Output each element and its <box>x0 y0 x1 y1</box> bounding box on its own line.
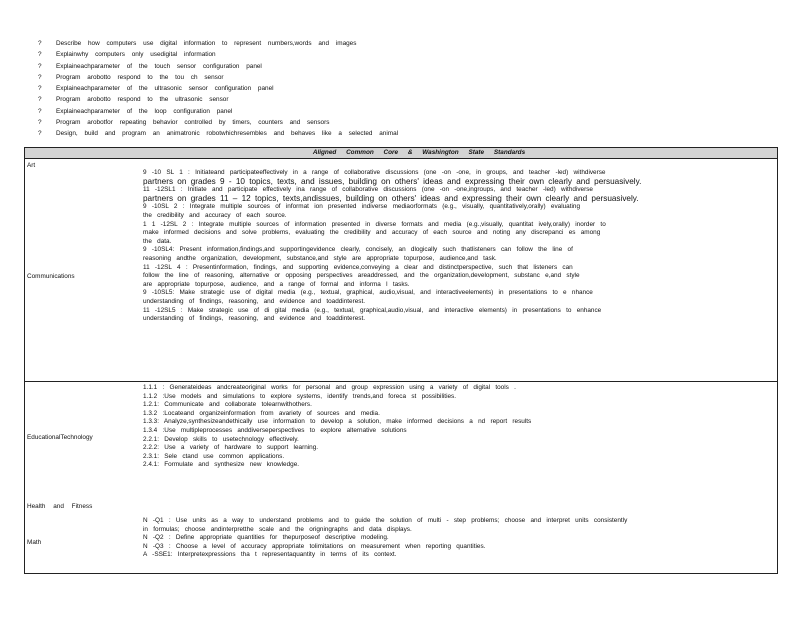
standard-line: understanding of findings, reasoning, and evidence and toaddinterest. <box>143 315 366 323</box>
list-item <box>38 117 758 128</box>
objective-text: Describe how computers use digital information to represent numbers,words and images <box>56 40 357 47</box>
list-item <box>38 38 758 49</box>
standard-line: N -Q1 : Use units as a way to understand problems and to guide the solution of multi - step problems; choose and interpret units consistently <box>143 517 628 524</box>
edtech-label: EducationalTechnology <box>27 434 93 441</box>
standard-line: partners on grades 11 – 12 topics, texts,andissues, building on others' ideas and expressing their own clearly and persuasively. <box>143 194 639 203</box>
objective-text: Program arobotto respond to the ultrasonic sensor <box>56 96 229 104</box>
art-label: Art <box>27 162 36 169</box>
standard-line: 9 -10SL4: Present information,findings,and supportingevidence clearly, concisely, an dlogically such thatlisteners can follow the line of <box>143 246 573 254</box>
communications-label: Communications <box>27 273 75 280</box>
standard-line: the data. <box>143 237 172 245</box>
standard-line: follow the line of reasoning, alternative or opposing perspectives areaddressed, and the organization,development, substanc e,and style <box>143 272 580 280</box>
standard-line: 11 -12SL5 : Make strategic use of di gital media (e.g., textual, graphical,audio,visual, and interactive elements) in presentations to enhance <box>143 306 602 314</box>
standard-line: 9 -10 SL 1 : Initiateand participateeffectively in a range of collaborative discussions (one -on -one, in groups, and teacher -led) withdiverse <box>143 169 606 176</box>
list-item <box>38 94 758 105</box>
bullet-marker: ? <box>38 119 42 127</box>
standard-line: 1 1 -12SL 2 : Integrate multiple sources of information presented in diverse formats and media (e.g.,visually, quantitat ively,orally) inorder to <box>143 220 606 228</box>
standard-line: 2.3.1: Sele ctand use common applications. <box>143 452 285 460</box>
standard-line: 2.4.1: Formulate and synthesize new knowledge. <box>143 461 300 469</box>
standard-line: N -Q3 : Choose a level of accuracy appropriate tolimitations on measurement when reporting quantities. <box>143 542 486 550</box>
objective-text: Program arobotto respond to the tou ch sensor <box>56 73 224 81</box>
standard-line: 1.2.1: Communicate and collaborate tolearnwithothers. <box>143 401 312 409</box>
standard-line: are appropriate topurpose, audience, and a range of formal and informa l tasks. <box>143 280 410 288</box>
standard-line: N -Q2 : Define appropriate quantities for thepurposeof descriptive modeling. <box>143 534 389 542</box>
objectives-list <box>38 38 758 140</box>
standard-line: 1.1.1 : Generateideas andcreateoriginal works for personal and group expression using a variety of digital tools . <box>143 384 516 391</box>
objective-text: Explaineachparameter of the ultrasonic sensor configuration panel <box>56 85 274 93</box>
math-label: Math <box>27 539 42 546</box>
objective-text: Program arobotfor repeating behavior controlled by timers, counters and sensors <box>56 119 330 127</box>
standard-line: 11 -12SL 4 : Presentinformation, findings, and supporting evidence,conveying a clear and distinctperspective, such that listeners can <box>143 263 573 271</box>
bullet-marker: ? <box>38 40 42 47</box>
standard-line: 2.2.2: Use a variety of hardware to support learning. <box>143 444 319 452</box>
objective-text: Explaineachparameter of the touch sensor configuration panel <box>56 62 262 70</box>
list-item <box>38 83 758 94</box>
row-divider <box>25 381 777 382</box>
standards-header-text: Aligned Common Core & Washington State Standards <box>312 149 526 156</box>
bullet-marker: ? <box>38 73 42 81</box>
standard-line: partners on grades 9 - 10 topics, texts, and issues, building on others' ideas and expressing their own clearly and persuasively. <box>143 177 642 186</box>
standards-header <box>25 147 777 159</box>
bullet-marker: ? <box>38 62 42 70</box>
health-label: Health and Fitness <box>27 503 93 510</box>
standard-line: 1.1.2 :Use models and simulations to explore systems, identify trends,and foreca st possibilities. <box>143 392 457 400</box>
objective-text: Explainwhy computers only usedigital information <box>56 51 216 59</box>
list-item <box>38 106 758 117</box>
bullet-marker: ? <box>38 107 42 115</box>
standard-line: 9 -10SL5: Make strategic use of digital media (e.g., textual, graphical, audio,visual, and interactiveelements) in presentations to e nhance <box>143 289 593 297</box>
standard-line: make informed decisions and solve problems, evaluating the credibility and accuracy of each source and noting any discrepanci es among <box>143 229 601 237</box>
list-item <box>38 128 758 139</box>
communications-standards <box>143 169 765 324</box>
standard-line: reasoning andthe organization, development, substance,and style are appropriate topurpose, audience,and task. <box>143 254 497 262</box>
bullet-marker: ? <box>38 85 42 93</box>
math-standards <box>143 517 765 560</box>
standard-line: 9 -10SL 2 : Integrate multiple sources of informat ion presented indiverse mediaorformats (e.g., visually, quantitatively,orally) evaluating <box>143 203 581 211</box>
standard-line: 11 -12SL1 : Initiate and participate effectively ina range of collaborative discussions (one -on -one,ingroups, and teacher -led) withdiverse <box>143 186 593 194</box>
bullet-marker: ? <box>38 51 42 59</box>
standard-line: 1.3.2 :Locateand organizeinformation from avariety of sources and media. <box>143 409 380 417</box>
standard-line: 1.3.4 :Use multipleprocesses anddiverseperspectives to explore alternative solutions <box>143 426 407 434</box>
standard-line: 1.3.3: Analyze,synthesizeandethically use information to develop a solution, make informed decisions a nd report results <box>143 418 532 426</box>
bullet-marker: ? <box>38 130 42 138</box>
standard-line: understanding of findings, reasoning, and evidence and toaddinterest. <box>143 297 366 305</box>
standard-line: the credibility and accuracy of each source. <box>143 211 287 219</box>
standards-table <box>24 147 778 574</box>
edtech-standards <box>143 384 765 470</box>
standard-line: A -SSE1: Interpretexpressions tha t representaquantity in terms of its context. <box>143 551 397 559</box>
bullet-marker: ? <box>38 96 42 104</box>
list-item <box>38 72 758 83</box>
standard-line: in formulas; choose andinterpretthe scale and the origningraphs and data displays. <box>143 525 412 533</box>
objective-text: Explaineachparameter of the loop configuration panel <box>56 107 233 115</box>
objective-text: Design, build and program an animatronic robotwhichresembles and behaves like a selected animal <box>56 130 399 138</box>
list-item <box>38 49 758 60</box>
standard-line: 2.2.1: Develop skills to usetechnology effectively. <box>143 435 299 443</box>
list-item <box>38 61 758 72</box>
